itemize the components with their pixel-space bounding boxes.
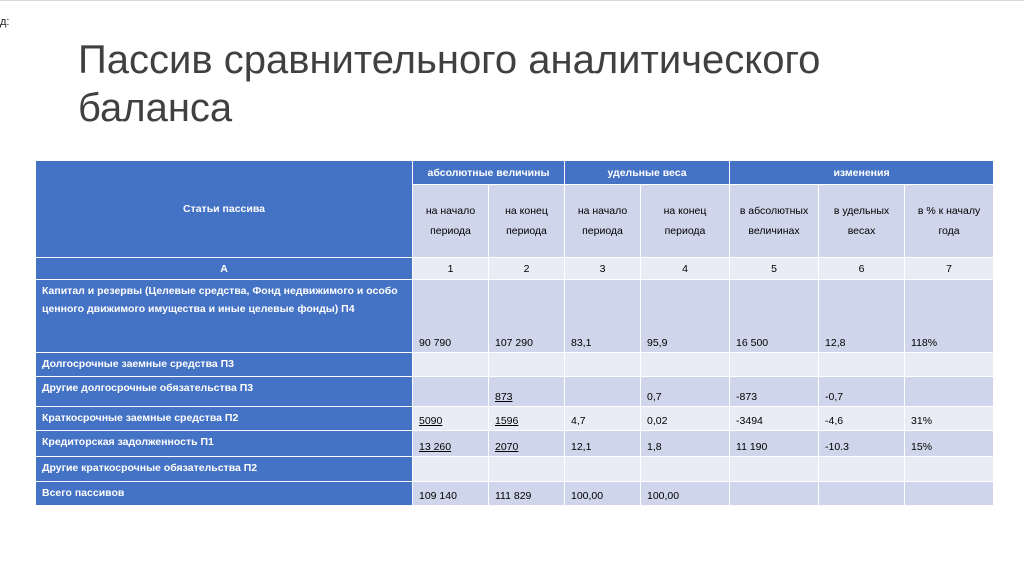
subheader-cell: на начало периода bbox=[565, 185, 641, 258]
header-group-absolute: абсолютные величины bbox=[413, 161, 565, 185]
value-cell bbox=[489, 457, 565, 482]
value-cell bbox=[413, 353, 489, 377]
numbering-cell: 6 bbox=[819, 258, 905, 280]
value-cell bbox=[565, 377, 641, 407]
header-group-changes: изменения bbox=[730, 161, 994, 185]
numbering-cell: 4 bbox=[641, 258, 730, 280]
value-cell bbox=[730, 457, 819, 482]
table-row bbox=[36, 457, 994, 482]
value-cell: 118% bbox=[905, 280, 994, 353]
numbering-cell: 7 bbox=[905, 258, 994, 280]
value-cell bbox=[565, 353, 641, 377]
value-cell: 95,9 bbox=[641, 280, 730, 353]
slide-title: Пассив сравнительного аналитического баланса bbox=[78, 38, 821, 130]
value-cell bbox=[641, 457, 730, 482]
value-cell bbox=[905, 353, 994, 377]
row-label: Долгосрочные заемные средства П3 bbox=[36, 353, 413, 377]
table-row bbox=[36, 280, 994, 353]
value-cell: 11 190 bbox=[730, 431, 819, 457]
row-label: Всего пассивов bbox=[36, 482, 413, 506]
numbering-cell: А bbox=[36, 258, 413, 280]
value-cell: -3494 bbox=[730, 407, 819, 431]
table-row bbox=[36, 353, 994, 377]
corner-text: д: bbox=[0, 16, 10, 28]
table-row bbox=[36, 407, 994, 431]
value-cell bbox=[413, 457, 489, 482]
value-cell: 1,8 bbox=[641, 431, 730, 457]
value-cell: 16 500 bbox=[730, 280, 819, 353]
value-cell: -0,7 bbox=[819, 377, 905, 407]
value-cell: -10.3 bbox=[819, 431, 905, 457]
subheader-cell: на начало периода bbox=[413, 185, 489, 258]
value-cell: -873 bbox=[730, 377, 819, 407]
value-cell: 109 140 bbox=[413, 482, 489, 506]
value-cell bbox=[730, 482, 819, 506]
subheader-cell: в % к началу года bbox=[905, 185, 994, 258]
row-label: Краткосрочные заемные средства П2 bbox=[36, 407, 413, 431]
value-cell bbox=[819, 482, 905, 506]
header-group-weights: удельные веса bbox=[565, 161, 730, 185]
value-cell: 5090 bbox=[413, 407, 489, 431]
value-cell: 90 790 bbox=[413, 280, 489, 353]
row-label: Другие краткосрочные обязательства П2 bbox=[36, 457, 413, 482]
balance-table bbox=[35, 160, 994, 506]
value-cell bbox=[641, 353, 730, 377]
value-cell bbox=[819, 457, 905, 482]
value-cell: 15% bbox=[905, 431, 994, 457]
value-cell: 100,00 bbox=[565, 482, 641, 506]
value-cell bbox=[565, 457, 641, 482]
numbering-cell: 3 bbox=[565, 258, 641, 280]
value-cell: 13 260 bbox=[413, 431, 489, 457]
value-cell bbox=[819, 353, 905, 377]
row-label: Другие долгосрочные обязательства П3 bbox=[36, 377, 413, 407]
table-row bbox=[36, 377, 994, 407]
table-row bbox=[36, 482, 994, 506]
value-cell: -4,6 bbox=[819, 407, 905, 431]
value-cell bbox=[489, 353, 565, 377]
value-cell: 100,00 bbox=[641, 482, 730, 506]
row-label: Кредиторская задолженность П1 bbox=[36, 431, 413, 457]
value-cell: 83,1 bbox=[565, 280, 641, 353]
value-cell: 0,7 bbox=[641, 377, 730, 407]
value-cell: 107 290 bbox=[489, 280, 565, 353]
value-cell bbox=[413, 377, 489, 407]
value-cell: 873 bbox=[489, 377, 565, 407]
value-cell: 4,7 bbox=[565, 407, 641, 431]
subheader-cell: в абсолютных величинах bbox=[730, 185, 819, 258]
numbering-cell: 1 bbox=[413, 258, 489, 280]
subheader-cell: на конец периода bbox=[489, 185, 565, 258]
value-cell bbox=[905, 482, 994, 506]
numbering-cell: 5 bbox=[730, 258, 819, 280]
table-row bbox=[36, 431, 994, 457]
subheader-cell: в удельных весах bbox=[819, 185, 905, 258]
value-cell: 31% bbox=[905, 407, 994, 431]
value-cell: 0,02 bbox=[641, 407, 730, 431]
value-cell: 12,8 bbox=[819, 280, 905, 353]
value-cell bbox=[730, 353, 819, 377]
subheader-cell: на конец периода bbox=[641, 185, 730, 258]
value-cell: 12,1 bbox=[565, 431, 641, 457]
value-cell bbox=[905, 457, 994, 482]
slide-top-border bbox=[0, 0, 1024, 1]
value-cell: 1596 bbox=[489, 407, 565, 431]
value-cell: 111 829 bbox=[489, 482, 565, 506]
row-label: Капитал и резервы (Целевые средства, Фонд недвижимого и особо ценного движимого имущества и иные целевые фонды) П4 bbox=[36, 280, 413, 353]
numbering-cell: 2 bbox=[489, 258, 565, 280]
value-cell: 2070 bbox=[489, 431, 565, 457]
value-cell bbox=[905, 377, 994, 407]
header-articles: Статьи пассива bbox=[36, 161, 413, 258]
